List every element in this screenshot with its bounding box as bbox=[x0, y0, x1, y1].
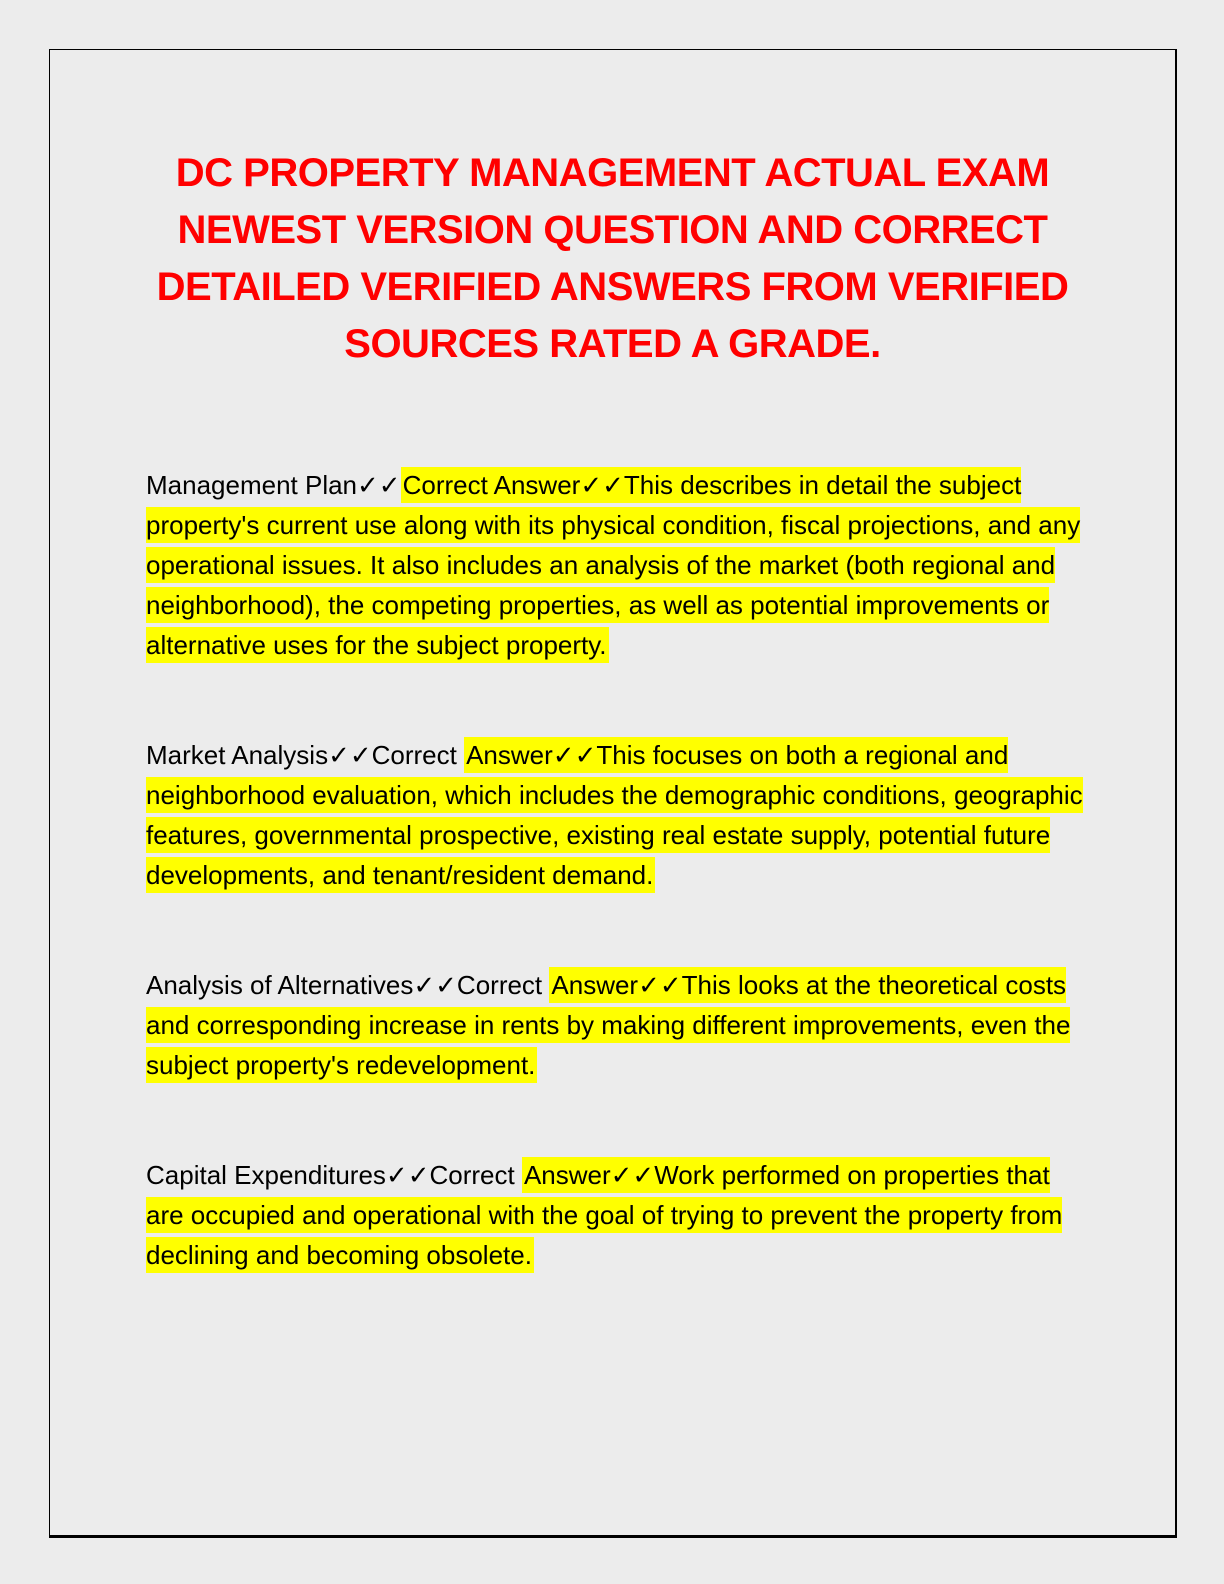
title-line-1: DC PROPERTY MANAGEMENT ACTUAL EXAM bbox=[175, 151, 1050, 195]
title-line-2: NEWEST VERSION QUESTION AND CORRECT bbox=[177, 208, 1048, 252]
document-title bbox=[100, 145, 1125, 373]
qa-term-text: Capital Expenditures✓✓Correct bbox=[146, 1160, 522, 1190]
qa-highlighted-answer: Answer✓✓Work performed on properties that are occupied and operational with the goal of trying to prevent the property from declining and becoming obsolete. bbox=[146, 1157, 1062, 1273]
qa-term-text: Market Analysis✓✓Correct bbox=[146, 740, 465, 770]
title-line-4: SOURCES RATED A GRADE. bbox=[344, 322, 881, 366]
qa-paragraph-management-plan bbox=[146, 465, 1085, 665]
qa-highlighted-answer: Answer✓✓This focuses on both a regional and neighborhood evaluation, which includes the demographic conditions, geographic features, governmental prospective, existing real estate supply, potential future developments, and tenant/resident demand. bbox=[146, 737, 1083, 893]
qa-paragraph-analysis-of-alternatives bbox=[146, 965, 1085, 1085]
qa-paragraph-market-analysis bbox=[146, 735, 1085, 895]
qa-paragraph-capital-expenditures bbox=[146, 1155, 1085, 1275]
document-body bbox=[50, 465, 1175, 1275]
page-border bbox=[49, 49, 1177, 1538]
qa-highlighted-answer: Answer✓✓This looks at the theoretical costs and corresponding increase in rents by making different improvements, even the subject property's redevelopment. bbox=[146, 967, 1070, 1083]
qa-highlighted-answer: Correct Answer✓✓This describes in detail the subject property's current use along with its physical condition, fiscal projections, and any operational issues. It also includes an analysis of the market (both regional and neighborhood), the competing properties, as well as potential improvements or alternative uses for the subject property. bbox=[146, 467, 1080, 663]
qa-term-text: Analysis of Alternatives✓✓Correct bbox=[146, 970, 550, 1000]
qa-term-text: Management Plan✓✓ bbox=[146, 470, 401, 500]
title-line-3: DETAILED VERIFIED ANSWERS FROM VERIFIED bbox=[156, 265, 1069, 309]
